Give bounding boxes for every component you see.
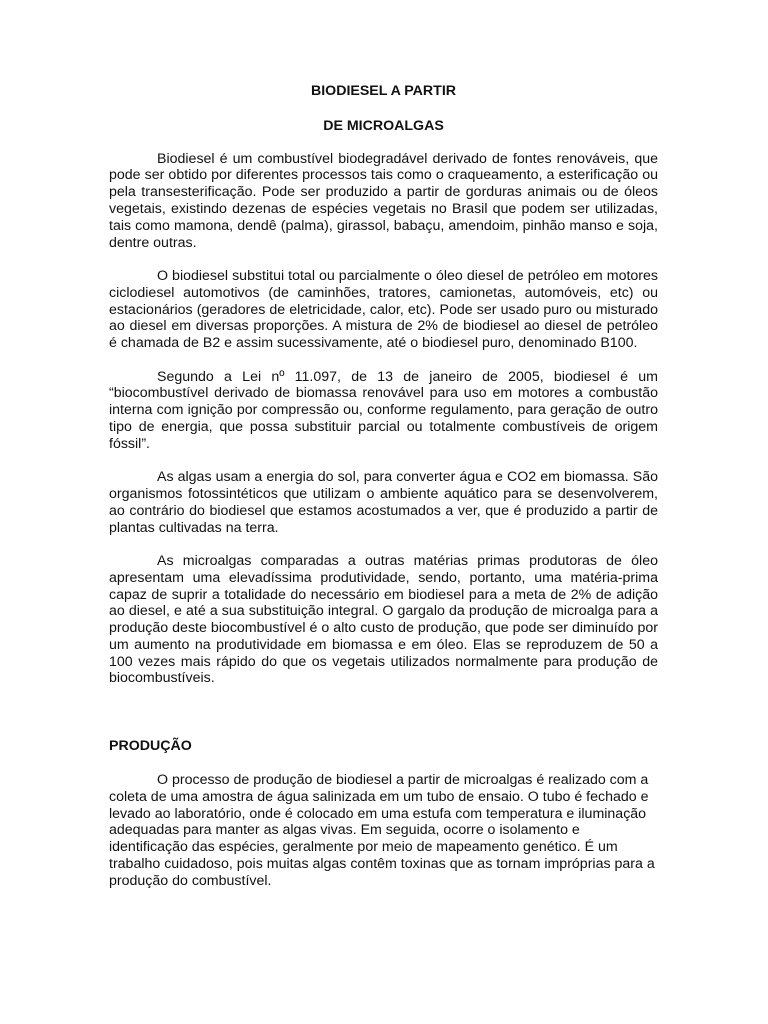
paragraph-2: O biodiesel substitui total ou parcialmente o óleo diesel de petróleo em motores ciclodiesel automotivos (de caminhões, tratores, camionetas, automóveis, etc) ou estacionários (geradores de eletricidade, calor, etc). Pode ser usado puro ou misturado ao diesel em diversas proporções. A mistura de 2% de biodiesel ao diesel de petróleo é chamada de B2 e assim sucessivamente, até o biodiesel puro, denominado B100. — [109, 267, 658, 352]
paragraph-4: As algas usam a energia do sol, para converter água e CO2 em biomassa. São organismos fotossintéticos que utilizam o ambiente aquático para se desenvolverem, ao contrário do biodiesel que estamos acostumados a ver, que é produzido a partir de plantas cultivadas na terra. — [109, 469, 658, 536]
paragraph-1: Biodiesel é um combustível biodegradável derivado de fontes renováveis, que pode ser obtido por diferentes processos tais como o craqueamento, a esterificação ou pela transesterificação. Pode ser produzido a partir de gorduras animais ou de óleos vegetais, existindo dezenas de espécies vegetais no Brasil que podem ser utilizadas, tais como mamona, dendê (palma), girassol, babaçu, amendoim, pinhão manso e soja, dentre outras. — [109, 150, 658, 251]
document-title-line-1: BIODIESEL A PARTIR — [310, 83, 457, 99]
section-heading-producao: PRODUÇÃO — [109, 738, 192, 755]
paragraph-3: Segundo a Lei nº 11.097, de 13 de janeiro de 2005, biodiesel é um “biocombustível derivado de biomassa renovável para uso em motores a combustão interna com ignição por compressão ou, conforme regulamento, para geração de outro tipo de energia, que possa substituir parcial ou totalmente combustíveis de origem fóssil”. — [109, 368, 658, 452]
paragraph-5: As microalgas comparadas a outras matérias primas produtoras de óleo apresentam uma elevadíssima produtividade, sendo, portanto, uma matéria-prima capaz de suprir a totalidade do necessário em biodiesel para a meta de 2% de adição ao diesel, e até a sua substituição integral. O gargalo da produção de microalga para a produção deste biocombustível é o alto custo de produção, que pode ser diminuído por um aumento na produtividade em biomassa e em óleo. Elas se reproduzem de 50 a 100 vezes mais rápido do que os vegetais utilizados normalmente para produção de biocombustíveis. — [109, 552, 658, 687]
document-page — [109, 83, 658, 906]
document-title-line-2: DE MICROALGAS — [323, 117, 444, 134]
section-paragraph: O processo de produção de biodiesel a partir de microalgas é realizado com a coleta de uma amostra de água salinizada em um tubo de ensaio. O tubo é fechado e levado ao laboratório, onde é colocado em uma estufa com temperatura e iluminação adequadas para manter as algas vivas. Em seguida, ocorre o isolamento e identificação das espécies, geralmente por meio de mapeamento genético. É um trabalho cuidadoso, pois muitas algas contêm toxinas que as tornam impróprias para a produção do combustível. — [109, 772, 655, 889]
